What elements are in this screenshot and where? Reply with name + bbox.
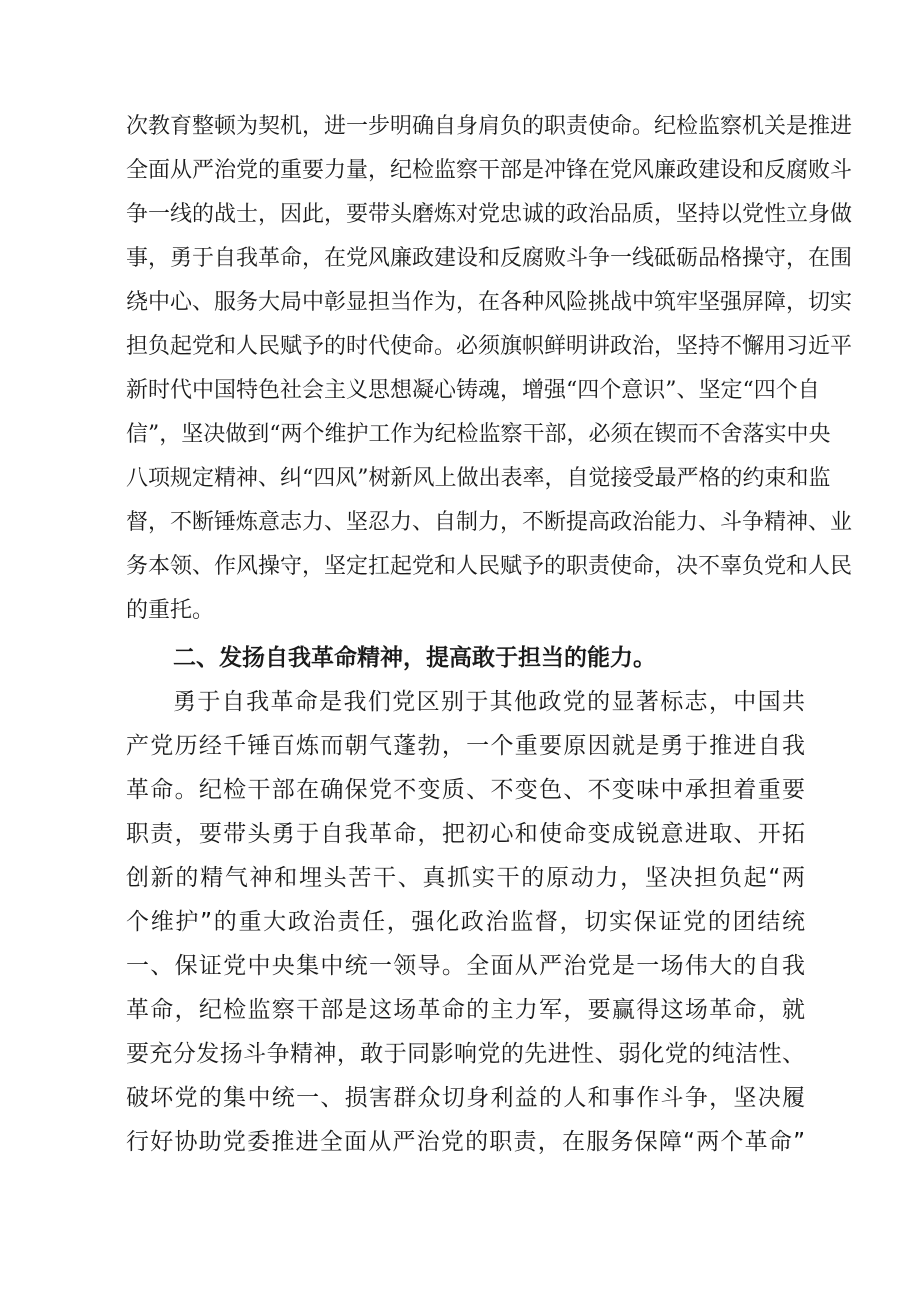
text-line: 争一线的战士，因此，要带头磨炼对党忠诚的政治品质，坚持以党性立身做 bbox=[126, 202, 853, 227]
text-line: 新时代中国特色社会主义思想凝心铸魂，增强“四个意识”、坚定“四个自 bbox=[126, 378, 820, 403]
text-line: 信”，坚决做到“两个维护工作为纪检监察干部，必须在锲而不舍落实中央 bbox=[126, 422, 831, 447]
text-line: 务本领、作风操守，坚定扛起党和人民赋予的职责使命，决不辜负党和人民 bbox=[126, 554, 853, 579]
text-line: 行好协助党委推进全面从严治党的职责，在服务保障“两个革命” bbox=[126, 1129, 805, 1155]
text-line: 勇于自我革命是我们党区别于其他政党的显著标志，中国共 bbox=[173, 689, 805, 715]
text-line: 产党历经千锤百炼而朝气蓬勃，一个重要原因就是勇于推进自我 bbox=[126, 733, 805, 759]
text-line: 要充分发扬斗争精神，敢于同影响党的先进性、弱化党的纯洁性、 bbox=[126, 1041, 805, 1067]
text-line: 担负起党和人民赋予的时代使命。必须旗帜鲜明讲政治，坚持不懈用习近平 bbox=[126, 334, 853, 359]
text-line: 全面从严治党的重要力量，纪检监察干部是冲锋在党风廉政建设和反腐败斗 bbox=[126, 158, 853, 183]
text-line: 事，勇于自我革命，在党风廉政建设和反腐败斗争一线砥砺品格操守，在围 bbox=[126, 246, 853, 271]
text-line: 的重托。 bbox=[126, 598, 215, 623]
text-line: 督，不断锤炼意志力、坚忍力、自制力，不断提高政治能力、斗争精神、业 bbox=[126, 510, 853, 535]
section-heading: 二、发扬自我革命精神，提高敢于担当的能力。 bbox=[173, 645, 656, 671]
text-line: 一、保证党中央集中统一领导。全面从严治党是一场伟大的自我 bbox=[126, 953, 805, 979]
text-line: 个维护”的重大政治责任，强化政治监督，切实保证党的团结统 bbox=[126, 909, 805, 935]
text-line: 破坏党的集中统一、损害群众切身利益的人和事作斗争，坚决履 bbox=[126, 1085, 805, 1111]
text-line: 创新的精气神和埋头苦干、真抓实干的原动力，坚决担负起“两 bbox=[126, 865, 805, 891]
text-line: 职责，要带头勇于自我革命，把初心和使命变成锐意进取、开拓 bbox=[126, 821, 805, 847]
text-line: 革命。纪检干部在确保党不变质、不变色、不变味中承担着重要 bbox=[126, 777, 805, 803]
text-line: 次教育整顿为契机，进一步明确自身肩负的职责使命。纪检监察机关是推进 bbox=[126, 114, 853, 139]
text-line: 绕中心、服务大局中彰显担当作为，在各种风险挑战中筑牢坚强屏障，切实 bbox=[126, 290, 853, 315]
text-line: 革命，纪检监察干部是这场革命的主力军，要赢得这场革命，就 bbox=[126, 997, 805, 1023]
text-line: 八项规定精神、纠“四风”树新风上做出表率，自觉接受最严格的约束和监 bbox=[126, 466, 831, 491]
